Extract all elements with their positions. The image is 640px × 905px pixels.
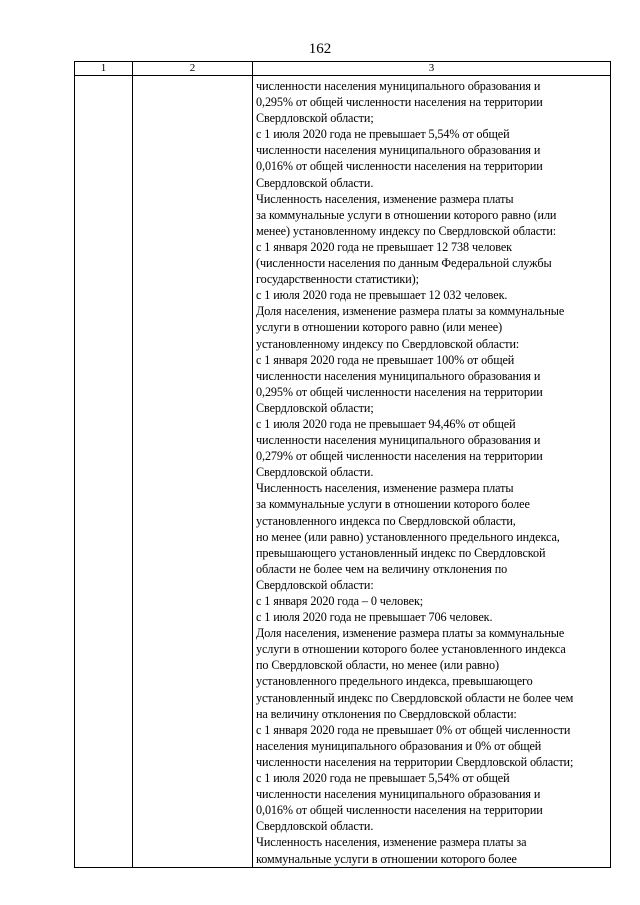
text-line: с 1 января 2020 года не превышает 100% от общей bbox=[256, 352, 515, 367]
text-line: установленного предельного индекса, превышающего bbox=[256, 674, 533, 689]
text-line: государственности статистики); bbox=[256, 272, 419, 287]
text-line: установленного индекса по Свердловской области, bbox=[256, 513, 516, 528]
text-line: на величину отклонения по Свердловской области: bbox=[256, 706, 517, 721]
text-line: Доля населения, изменение размера платы за коммунальные bbox=[256, 626, 565, 641]
document-table bbox=[74, 61, 611, 868]
text-line: Свердловской области. bbox=[256, 819, 374, 834]
column-3-cell bbox=[253, 76, 611, 868]
text-line: Численность населения, изменение размера платы bbox=[256, 191, 514, 206]
text-line: с 1 июля 2020 года не превышает 5,54% от общей bbox=[256, 127, 510, 142]
text-line: Свердловской области; bbox=[256, 400, 374, 415]
text-line: Доля населения, изменение размера платы за коммунальные bbox=[256, 304, 565, 319]
text-line: с 1 июля 2020 года не превышает 5,54% от общей bbox=[256, 771, 510, 786]
text-line: по Свердловской области, но менее (или равно) bbox=[256, 658, 499, 673]
text-line: с 1 января 2020 года не превышает 12 738 человек bbox=[256, 239, 513, 254]
text-line: Свердловской области. bbox=[256, 465, 374, 480]
text-line: но менее (или равно) установленного предельного индекса, bbox=[256, 529, 560, 544]
column-header-2: 2 bbox=[133, 62, 253, 76]
text-line: с 1 января 2020 года – 0 человек; bbox=[256, 594, 424, 608]
text-line: услуги в отношении которого равно (или менее) bbox=[256, 320, 503, 335]
text-line: численности населения на территории Свердловской области; bbox=[256, 754, 574, 769]
text-line: 0,295% от общей численности населения на территории bbox=[256, 384, 543, 399]
text-line: коммунальные услуги в отношении которого более bbox=[256, 851, 517, 866]
column-3-text bbox=[256, 78, 608, 867]
text-line: Свердловской области; bbox=[256, 111, 374, 126]
text-line: с 1 июля 2020 года не превышает 12 032 человек. bbox=[256, 288, 508, 303]
text-line: превышающего установленный индекс по Свердловской bbox=[256, 545, 546, 560]
text-line: 0,295% от общей численности населения на территории bbox=[256, 95, 543, 110]
text-line: численности населения муниципального образования и bbox=[256, 787, 541, 802]
table-header-row bbox=[75, 62, 611, 76]
column-header-3: 3 bbox=[253, 62, 611, 76]
text-line: установленному индексу по Свердловской области: bbox=[256, 336, 520, 351]
text-line: менее) установленному индексу по Свердловской области: bbox=[256, 223, 557, 238]
text-line: с 1 января 2020 года не превышает 0% от общей численности bbox=[256, 722, 571, 737]
text-line: за коммунальные услуги в отношении которого более bbox=[256, 497, 530, 512]
text-line: численности населения муниципального образования и bbox=[256, 433, 541, 448]
text-line: численности населения муниципального образования и bbox=[256, 368, 541, 383]
text-line: с 1 июля 2020 года не превышает 94,46% от общей bbox=[256, 416, 516, 431]
column-1-cell bbox=[75, 76, 133, 868]
text-line: населения муниципального образования и 0% от общей bbox=[256, 738, 542, 753]
text-line: Свердловской области: bbox=[256, 577, 374, 592]
text-line: 0,279% от общей численности населения на территории bbox=[256, 449, 543, 464]
text-line: 0,016% от общей численности населения на территории bbox=[256, 159, 543, 174]
text-line: численности населения муниципального образования и bbox=[256, 79, 541, 93]
text-line: 0,016% от общей численности населения на территории bbox=[256, 803, 543, 818]
column-header-1: 1 bbox=[75, 62, 133, 76]
text-line: с 1 июля 2020 года не превышает 706 человек. bbox=[256, 610, 493, 625]
text-line: (численности населения по данным Федеральной службы bbox=[256, 256, 552, 271]
text-line: установленный индекс по Свердловской области не более чем bbox=[256, 690, 574, 705]
page-number: 162 bbox=[308, 41, 332, 57]
table-row bbox=[75, 76, 611, 868]
text-line: численности населения муниципального образования и bbox=[256, 143, 541, 158]
text-line: Свердловской области. bbox=[256, 175, 374, 190]
text-line: Численность населения, изменение размера платы bbox=[256, 481, 514, 496]
column-2-cell bbox=[133, 76, 253, 868]
text-line: Численность населения, изменение размера платы за bbox=[256, 835, 527, 850]
text-line: области не более чем на величину отклонения по bbox=[256, 561, 508, 576]
text-line: за коммунальные услуги в отношении которого равно (или bbox=[256, 207, 557, 222]
text-line: услуги в отношении которого более установленного индекса bbox=[256, 642, 566, 657]
